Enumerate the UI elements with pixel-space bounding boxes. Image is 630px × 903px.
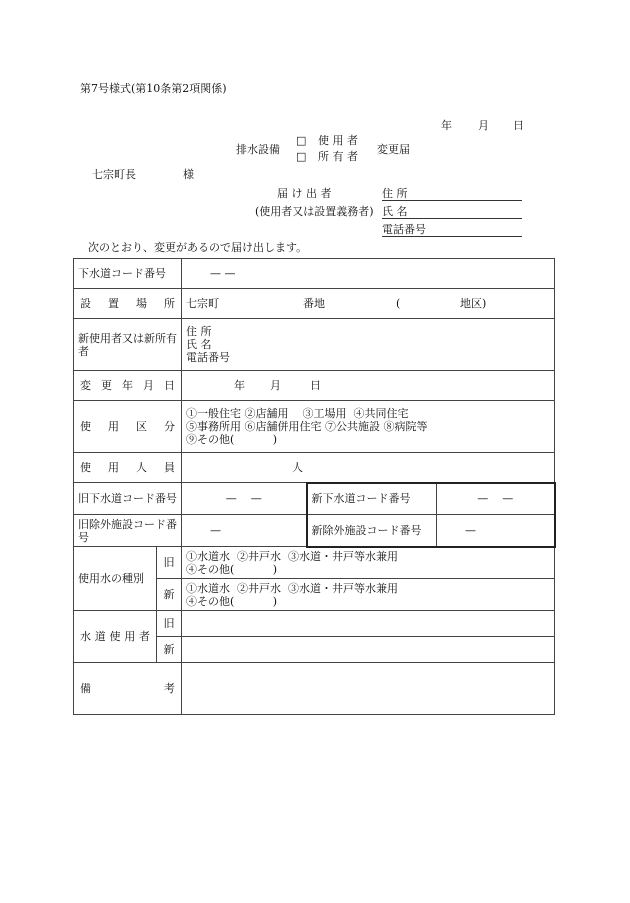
addressee: 七宗町長 <box>92 168 136 181</box>
notifier-label: 届 け 出 者 <box>277 187 332 200</box>
new-user-name: 氏 名 <box>186 338 212 351</box>
notifier-sub-label: (使用者又は設置義務者) <box>255 205 374 218</box>
tel-label: 電話番号 <box>382 223 426 236</box>
sewer-code-value[interactable]: — — <box>182 259 555 289</box>
water-old-mark: 旧 <box>157 547 182 579</box>
persons-value[interactable]: 人 <box>182 453 555 483</box>
water-user-label: 水 道 使 用 者 <box>74 611 157 663</box>
form-table <box>73 258 556 715</box>
location-label: 設 置 場 所 <box>74 289 182 319</box>
water-new-mark: 新 <box>157 579 182 611</box>
addressee-honorific: 様 <box>183 168 194 181</box>
option-owner-label: 所 有 者 <box>318 150 358 163</box>
location-town: 七宗町 <box>186 297 219 310</box>
usage-line-2: ⑤事務所用 ⑥店舗併用住宅 ⑦公共施設 ⑧病院等 <box>186 420 428 433</box>
row-change-date <box>74 371 555 401</box>
water-old-options[interactable]: ①水道水 ②井戸水 ③水道・井戸等水兼用 ④その他( ) <box>182 547 555 579</box>
change-date-label: 変 更 年 月 日 <box>74 371 182 401</box>
name-label: 氏 名 <box>382 205 408 218</box>
date-day-label: 日 <box>513 119 524 132</box>
row-persons <box>74 453 555 483</box>
usage-label: 使 用 区 分 <box>74 401 182 453</box>
new-user-address: 住 所 <box>186 325 212 338</box>
row-remarks <box>74 663 555 715</box>
water-new-options[interactable]: ①水道水 ②井戸水 ③水道・井戸等水兼用 ④その他( ) <box>182 579 555 611</box>
water-user-new-mark: 新 <box>157 637 182 663</box>
persons-label: 使 用 人 員 <box>74 453 182 483</box>
intro-text: 次のとおり、変更があるので届け出します。 <box>88 241 308 254</box>
address-field[interactable] <box>382 187 522 201</box>
name-field[interactable] <box>382 205 522 219</box>
date-year-label: 年 <box>441 119 452 132</box>
old-exclusion-value[interactable]: — <box>182 515 307 547</box>
change-date-value[interactable]: 年 月 日 <box>182 371 555 401</box>
water-type-label: 使用水の種別 <box>74 547 157 611</box>
sewer-code-label: 下水道コード番号 <box>74 259 182 289</box>
new-user-value[interactable] <box>182 319 555 371</box>
row-location <box>74 289 555 319</box>
form-title-suffix: 変更届 <box>377 143 410 156</box>
checkbox-owner[interactable]: □ <box>296 150 307 163</box>
new-code-label: 新下水道コード番号 <box>307 483 437 515</box>
row-usage <box>74 401 555 453</box>
row-water-old <box>74 547 555 579</box>
checkbox-user[interactable]: □ <box>296 134 307 147</box>
date-month-label: 月 <box>478 119 489 132</box>
row-new-user <box>74 319 555 371</box>
new-user-tel: 電話番号 <box>186 351 230 364</box>
new-code-value[interactable]: — — <box>437 483 555 515</box>
new-exclusion-value[interactable]: — <box>437 515 555 547</box>
old-code-label: 旧下水道コード番号 <box>74 483 182 515</box>
option-user-label: 使 用 者 <box>318 134 358 147</box>
water-user-new-value[interactable] <box>182 637 555 663</box>
row-water-user-old <box>74 611 555 637</box>
new-exclusion-label: 新除外施設コード番号 <box>307 515 437 547</box>
row-sewer-codes <box>74 483 555 515</box>
old-code-value[interactable]: — — <box>182 483 307 515</box>
row-exclusion-codes <box>74 515 555 547</box>
usage-line-3: ⑨その他( ) <box>186 433 278 446</box>
old-exclusion-label: 旧除外施設コード番号 <box>74 515 182 547</box>
form-number: 第7号様式(第10条第2項関係) <box>80 82 227 95</box>
remarks-label: 備 考 <box>74 663 182 715</box>
tel-field[interactable] <box>382 223 522 237</box>
new-user-label: 新使用者又は新所有者 <box>74 319 182 371</box>
location-banchi: 番地 <box>303 297 325 310</box>
usage-options[interactable] <box>182 401 555 453</box>
form-title-main: 排水設備 <box>236 143 280 156</box>
row-sewer-code <box>74 259 555 289</box>
address-label: 住 所 <box>382 187 408 200</box>
remarks-value[interactable] <box>182 663 555 715</box>
usage-line-1: ①一般住宅 ②店舗用 ③工場用 ④共同住宅 <box>186 407 409 420</box>
location-district: 地区) <box>460 297 487 310</box>
location-paren: ( <box>396 297 401 310</box>
water-user-old-mark: 旧 <box>157 611 182 637</box>
water-user-old-value[interactable] <box>182 611 555 637</box>
location-value[interactable] <box>182 289 555 319</box>
